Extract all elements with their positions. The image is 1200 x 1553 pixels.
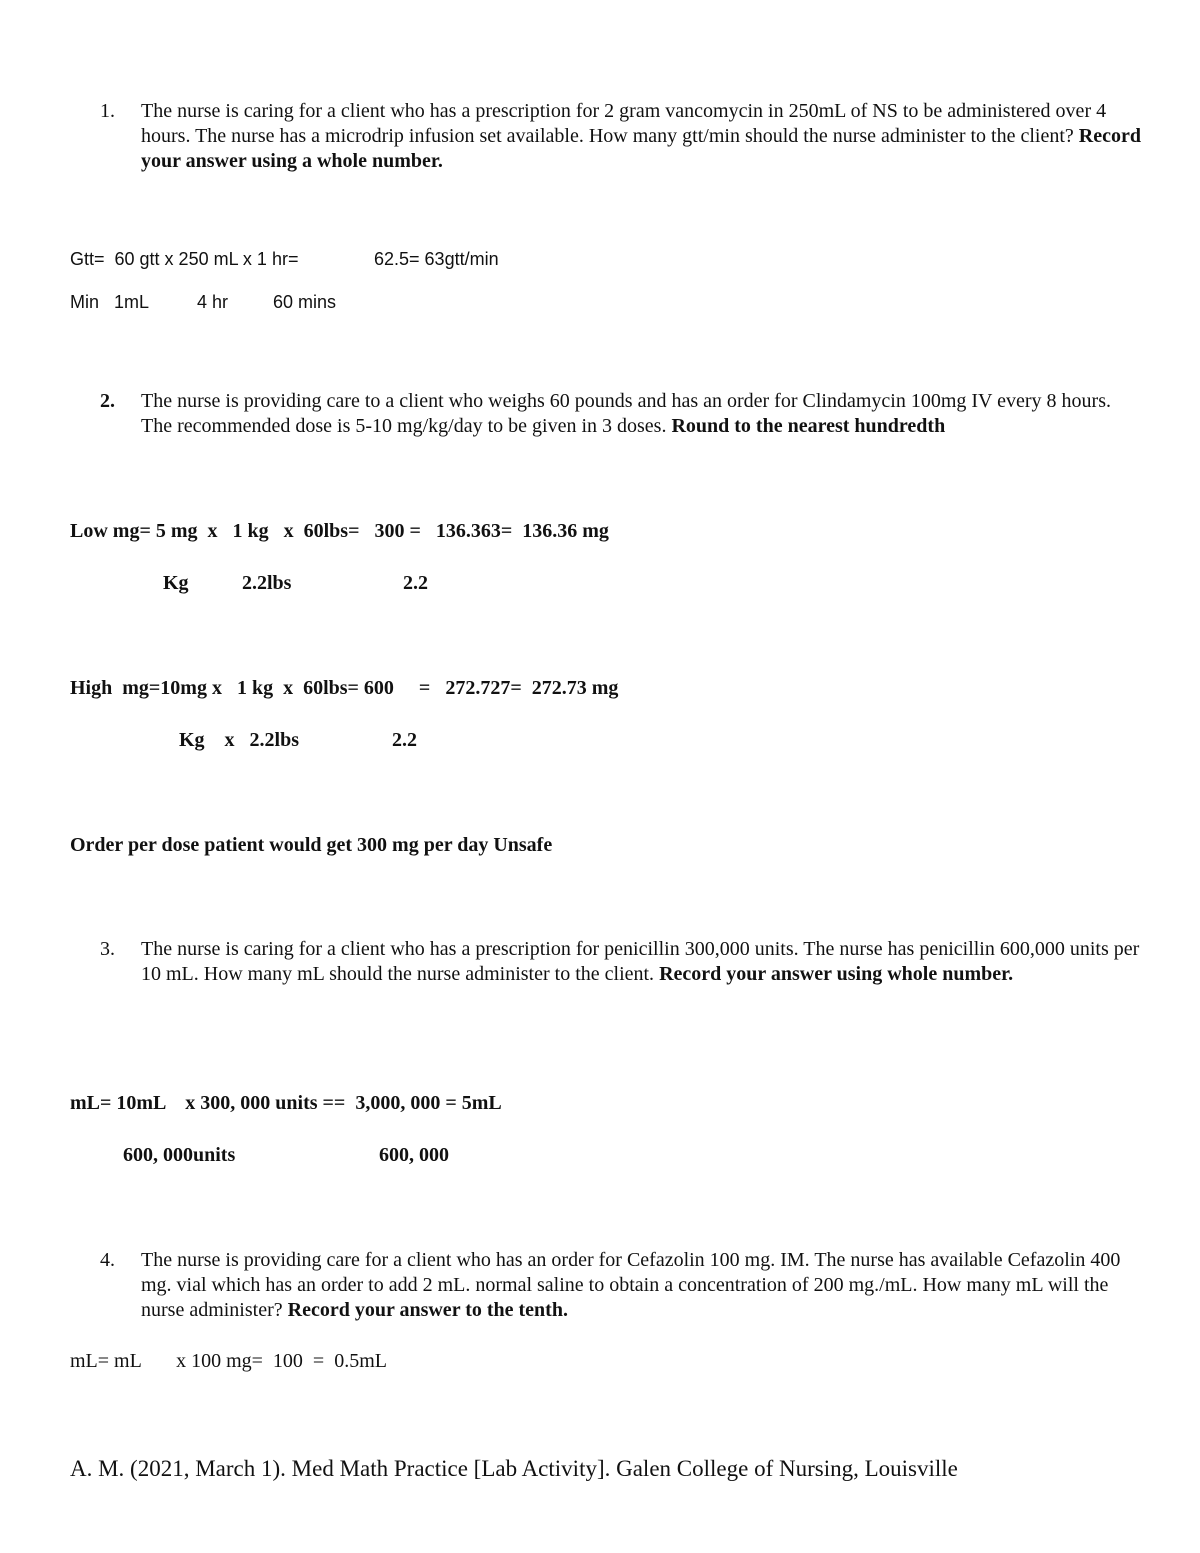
q2-low-line2-c: 2.2 <box>403 572 428 594</box>
question-4-text <box>141 1248 1141 1323</box>
question-1-prompt: The nurse is caring for a client who has a prescription for 2 gram vancomycin in 250mL of NS to be administered over 4 hours. The nurse has a microdrip infusion set available. How many gtt/min should the nurse administer to the client? <box>141 100 1107 147</box>
question-4-number: 4. <box>100 1249 115 1271</box>
question-3-text <box>141 937 1141 987</box>
q3-work-line1: mL= 10mL x 300, 000 units == 3,000, 000 = 5mL <box>70 1092 502 1114</box>
question-4-instruction: Record your answer to the tenth. <box>287 1299 568 1321</box>
q2-high-line2-b: 2.2 <box>392 729 417 751</box>
q3-work-line2-a: 600, 000units <box>123 1144 236 1166</box>
question-2-instruction: Round to the nearest hundredth <box>671 415 946 437</box>
q1-work-line1-answer: 62.5= 63gtt/min <box>374 249 499 269</box>
question-2-text <box>141 389 1141 439</box>
question-1-instruction: Record your answer using a whole number. <box>141 125 1141 172</box>
question-3-instruction: Record your answer using whole number. <box>659 963 1014 985</box>
q2-conclusion: Order per dose patient would get 300 mg per day Unsafe <box>70 834 553 856</box>
question-2-prompt: The nurse is providing care to a client who weighs 60 pounds and has an order for Clindamycin 100mg IV every 8 hours. The recommended dose is 5-10 mg/kg/day to be given in 3 doses. <box>141 390 1111 437</box>
question-1-text <box>141 99 1141 174</box>
question-3-prompt: The nurse is caring for a client who has a prescription for penicillin 300,000 units. The nurse has penicillin 600,000 units per 10 mL. How many mL should the nurse administer to the client. <box>141 938 1140 985</box>
q4-work-line: mL= mL x 100 mg= 100 = 0.5mL <box>70 1350 387 1372</box>
q2-low-line1: Low mg= 5 mg x 1 kg x 60lbs= 300 = 136.363= 136.36 mg <box>70 520 609 542</box>
citation: A. M. (2021, March 1). Med Math Practice [Lab Activity]. Galen College of Nursing, Louisville <box>70 1456 958 1481</box>
question-4-prompt: The nurse is providing care for a client who has an order for Cefazolin 100 mg. IM. The nurse has available Cefazolin 400 mg. vial which has an order to add 2 mL. normal saline to obtain a concentration of 200 mg./mL. How many mL will the nurse administer? <box>141 1249 1121 1321</box>
question-2-number: 2. <box>100 390 115 412</box>
q2-low-line2-a: Kg <box>163 572 189 594</box>
question-1-number: 1. <box>100 100 115 122</box>
q1-work-line1-left: Gtt= 60 gtt x 250 mL x 1 hr= <box>70 249 299 269</box>
q3-work-line2-b: 600, 000 <box>379 1144 449 1166</box>
q1-work-line2-b: 4 hr <box>197 292 229 312</box>
q1-work-line2-c: 60 mins <box>273 292 337 312</box>
q2-low-line2-b: 2.2lbs <box>242 572 292 594</box>
q2-high-line2-a: Kg x 2.2lbs <box>179 729 300 751</box>
q1-work-line2-a: Min 1mL <box>70 292 150 312</box>
question-3-number: 3. <box>100 938 115 960</box>
q2-high-line1: High mg=10mg x 1 kg x 60lbs= 600 = 272.727= 272.73 mg <box>70 677 619 699</box>
